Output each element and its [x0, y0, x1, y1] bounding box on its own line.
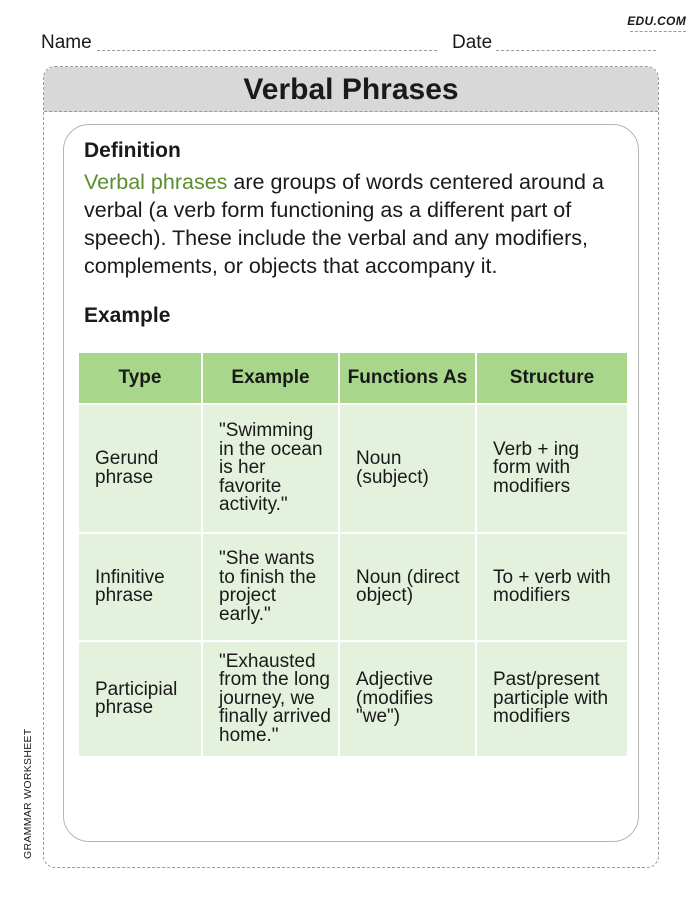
cell-structure: Verb + ing form with modifiers	[476, 404, 628, 533]
definition-body: are groups of words centered around a verbal (a verb form functioning as a different part of speech). These include the verbal and any modifiers, complements, or objects that accompany it.	[84, 170, 604, 278]
cell-example: "Exhausted from the long journey, we finally arrived home."	[202, 641, 339, 757]
date-field[interactable]	[496, 50, 656, 51]
page-title: Verbal Phrases	[44, 67, 658, 112]
brand-underline	[630, 31, 686, 32]
column-header-structure: Structure	[476, 352, 628, 404]
definition-heading: Definition	[84, 139, 181, 162]
cell-type: Infinitive phrase	[78, 533, 202, 641]
table-row	[78, 641, 628, 757]
cell-function: Noun (subject)	[339, 404, 476, 533]
column-header-type: Type	[78, 352, 202, 404]
cell-example: "Swimming in the ocean is her favorite activity."	[202, 404, 339, 533]
table-header-row	[78, 352, 628, 404]
cell-function: Noun (direct object)	[339, 533, 476, 641]
column-header-example: Example	[202, 352, 339, 404]
content-card	[63, 124, 639, 842]
example-heading: Example	[84, 304, 171, 327]
brand-logo: EDU.COM	[627, 14, 686, 28]
cell-structure: Past/present participle with modifiers	[476, 641, 628, 757]
column-header-functions-as: Functions As	[339, 352, 476, 404]
example-table	[77, 351, 629, 758]
name-field[interactable]	[97, 50, 437, 51]
definition-text	[84, 168, 639, 280]
side-label: GRAMMAR WORKSHEET	[22, 728, 34, 859]
cell-function: Adjective (modifies "we")	[339, 641, 476, 757]
table-row	[78, 404, 628, 533]
worksheet	[43, 66, 659, 868]
cell-type: Gerund phrase	[78, 404, 202, 533]
cell-type: Participial phrase	[78, 641, 202, 757]
cell-example: "She wants to finish the project early."	[202, 533, 339, 641]
cell-structure: To + verb with modifiers	[476, 533, 628, 641]
date-label: Date	[452, 32, 493, 53]
name-label: Name	[41, 32, 92, 53]
definition-term: Verbal phrases	[84, 170, 228, 194]
table-row	[78, 533, 628, 641]
